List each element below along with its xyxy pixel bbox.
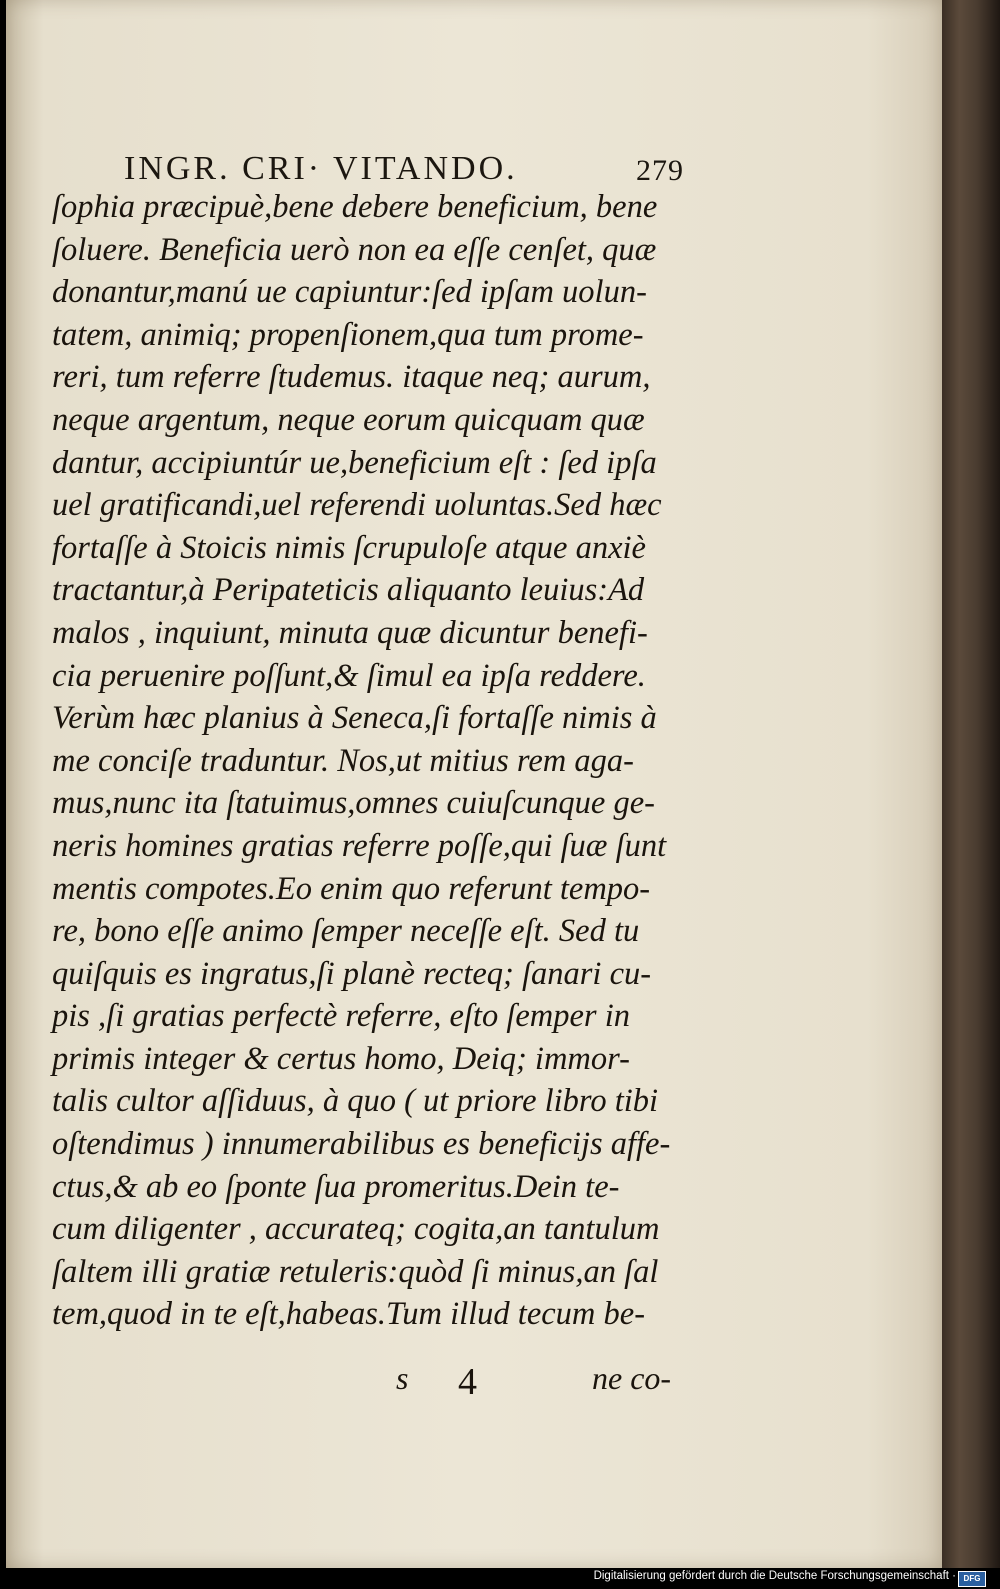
credit-bar — [0, 1568, 1000, 1589]
text-line: me conciſe traduntur. Nos,ut mitius rem aga- — [52, 742, 634, 779]
text-line: neque argentum, neque eorum quicquam quæ — [52, 401, 645, 438]
text-line: ctus,& ab eo ſponte ſua promeritus.Dein te- — [52, 1168, 620, 1205]
page-number: 279 — [636, 154, 684, 187]
text-line: fortaſſe à Stoicis nimis ſcrupuloſe atque anxiè — [52, 529, 646, 566]
text-line: ſaltem illi gratiæ retuleris:quòd ſi minus,an ſal — [52, 1253, 659, 1290]
running-header — [124, 140, 684, 188]
text-line: uel gratificandi,uel referendi uoluntas.Sed hæc — [52, 487, 662, 524]
signature-number: 4 — [458, 1361, 477, 1403]
text-line: tractantur,à Peripateticis aliquanto leuius:Ad — [52, 572, 645, 609]
text-line: reri, tum referre ſtudemus. itaque neq; aurum, — [52, 359, 651, 396]
text-line: mus,nunc ita ſtatuimus,omnes cuiuſcunque ge- — [52, 785, 655, 822]
text-line: talis cultor aſſiduus, à quo ( ut priore libro tibi — [52, 1083, 659, 1120]
text-line: cia peruenire poſſunt,& ſimul ea ipſa reddere. — [52, 657, 646, 694]
signature-letter: s — [396, 1360, 409, 1396]
body-text — [52, 186, 692, 1336]
text-line: tem,quod in te eſt,habeas.Tum illud tecum be- — [52, 1296, 646, 1333]
book-page — [6, 0, 942, 1568]
text-line: malos , inquiunt, minuta quæ dicuntur benefi- — [52, 614, 648, 651]
text-line: donantur,manú ue capiuntur:ſed ipſam uolun- — [52, 274, 647, 311]
text-line: Verùm hæc planius à Seneca,ſi fortaſſe nimis à — [52, 700, 657, 737]
funding-credit: Digitalisierung gefördert durch die Deutsche Forschungsgemeinschaft · — [593, 1570, 956, 1582]
text-line: oſtendimus ) innumerabilibus es beneficijs affe- — [52, 1126, 671, 1163]
text-line: neris homines gratias referre poſſe,qui ſuæ ſunt — [52, 827, 667, 864]
text-line: dantur, accipiuntúr ue,beneficium eſt : ſed ipſa — [52, 444, 657, 481]
catchword: ne co- — [592, 1360, 672, 1396]
page-footer — [396, 1360, 686, 1406]
text-line: ſophia præcipuè,bene debere beneficium, bene — [52, 189, 658, 225]
book-edge — [942, 0, 1000, 1568]
text-line: mentis compotes.Eo enim quo referunt tempo- — [52, 870, 651, 907]
text-line: quiſquis es ingratus,ſi planè recteq; ſanari cu- — [52, 955, 652, 992]
text-line: cum diligenter , accurateq; cogita,an tantulum — [52, 1211, 660, 1248]
text-line: tatem, animiq; propenſionem,qua tum prome- — [52, 316, 644, 353]
text-line: re, bono eſſe animo ſemper neceſſe eſt. Sed tu — [52, 913, 640, 950]
text-line: primis integer & certus homo, Deiq; immor- — [52, 1040, 630, 1077]
dfg-logo: DFG — [958, 1571, 986, 1587]
text-line: pis ,ſi gratias perfectè referre, eſto ſemper in — [52, 998, 630, 1035]
running-head-title: INGR. CRI· VITANDO. — [124, 150, 518, 187]
text-line: ſoluere. Beneficia uerò non ea eſſe cenſet, quæ — [52, 231, 657, 268]
